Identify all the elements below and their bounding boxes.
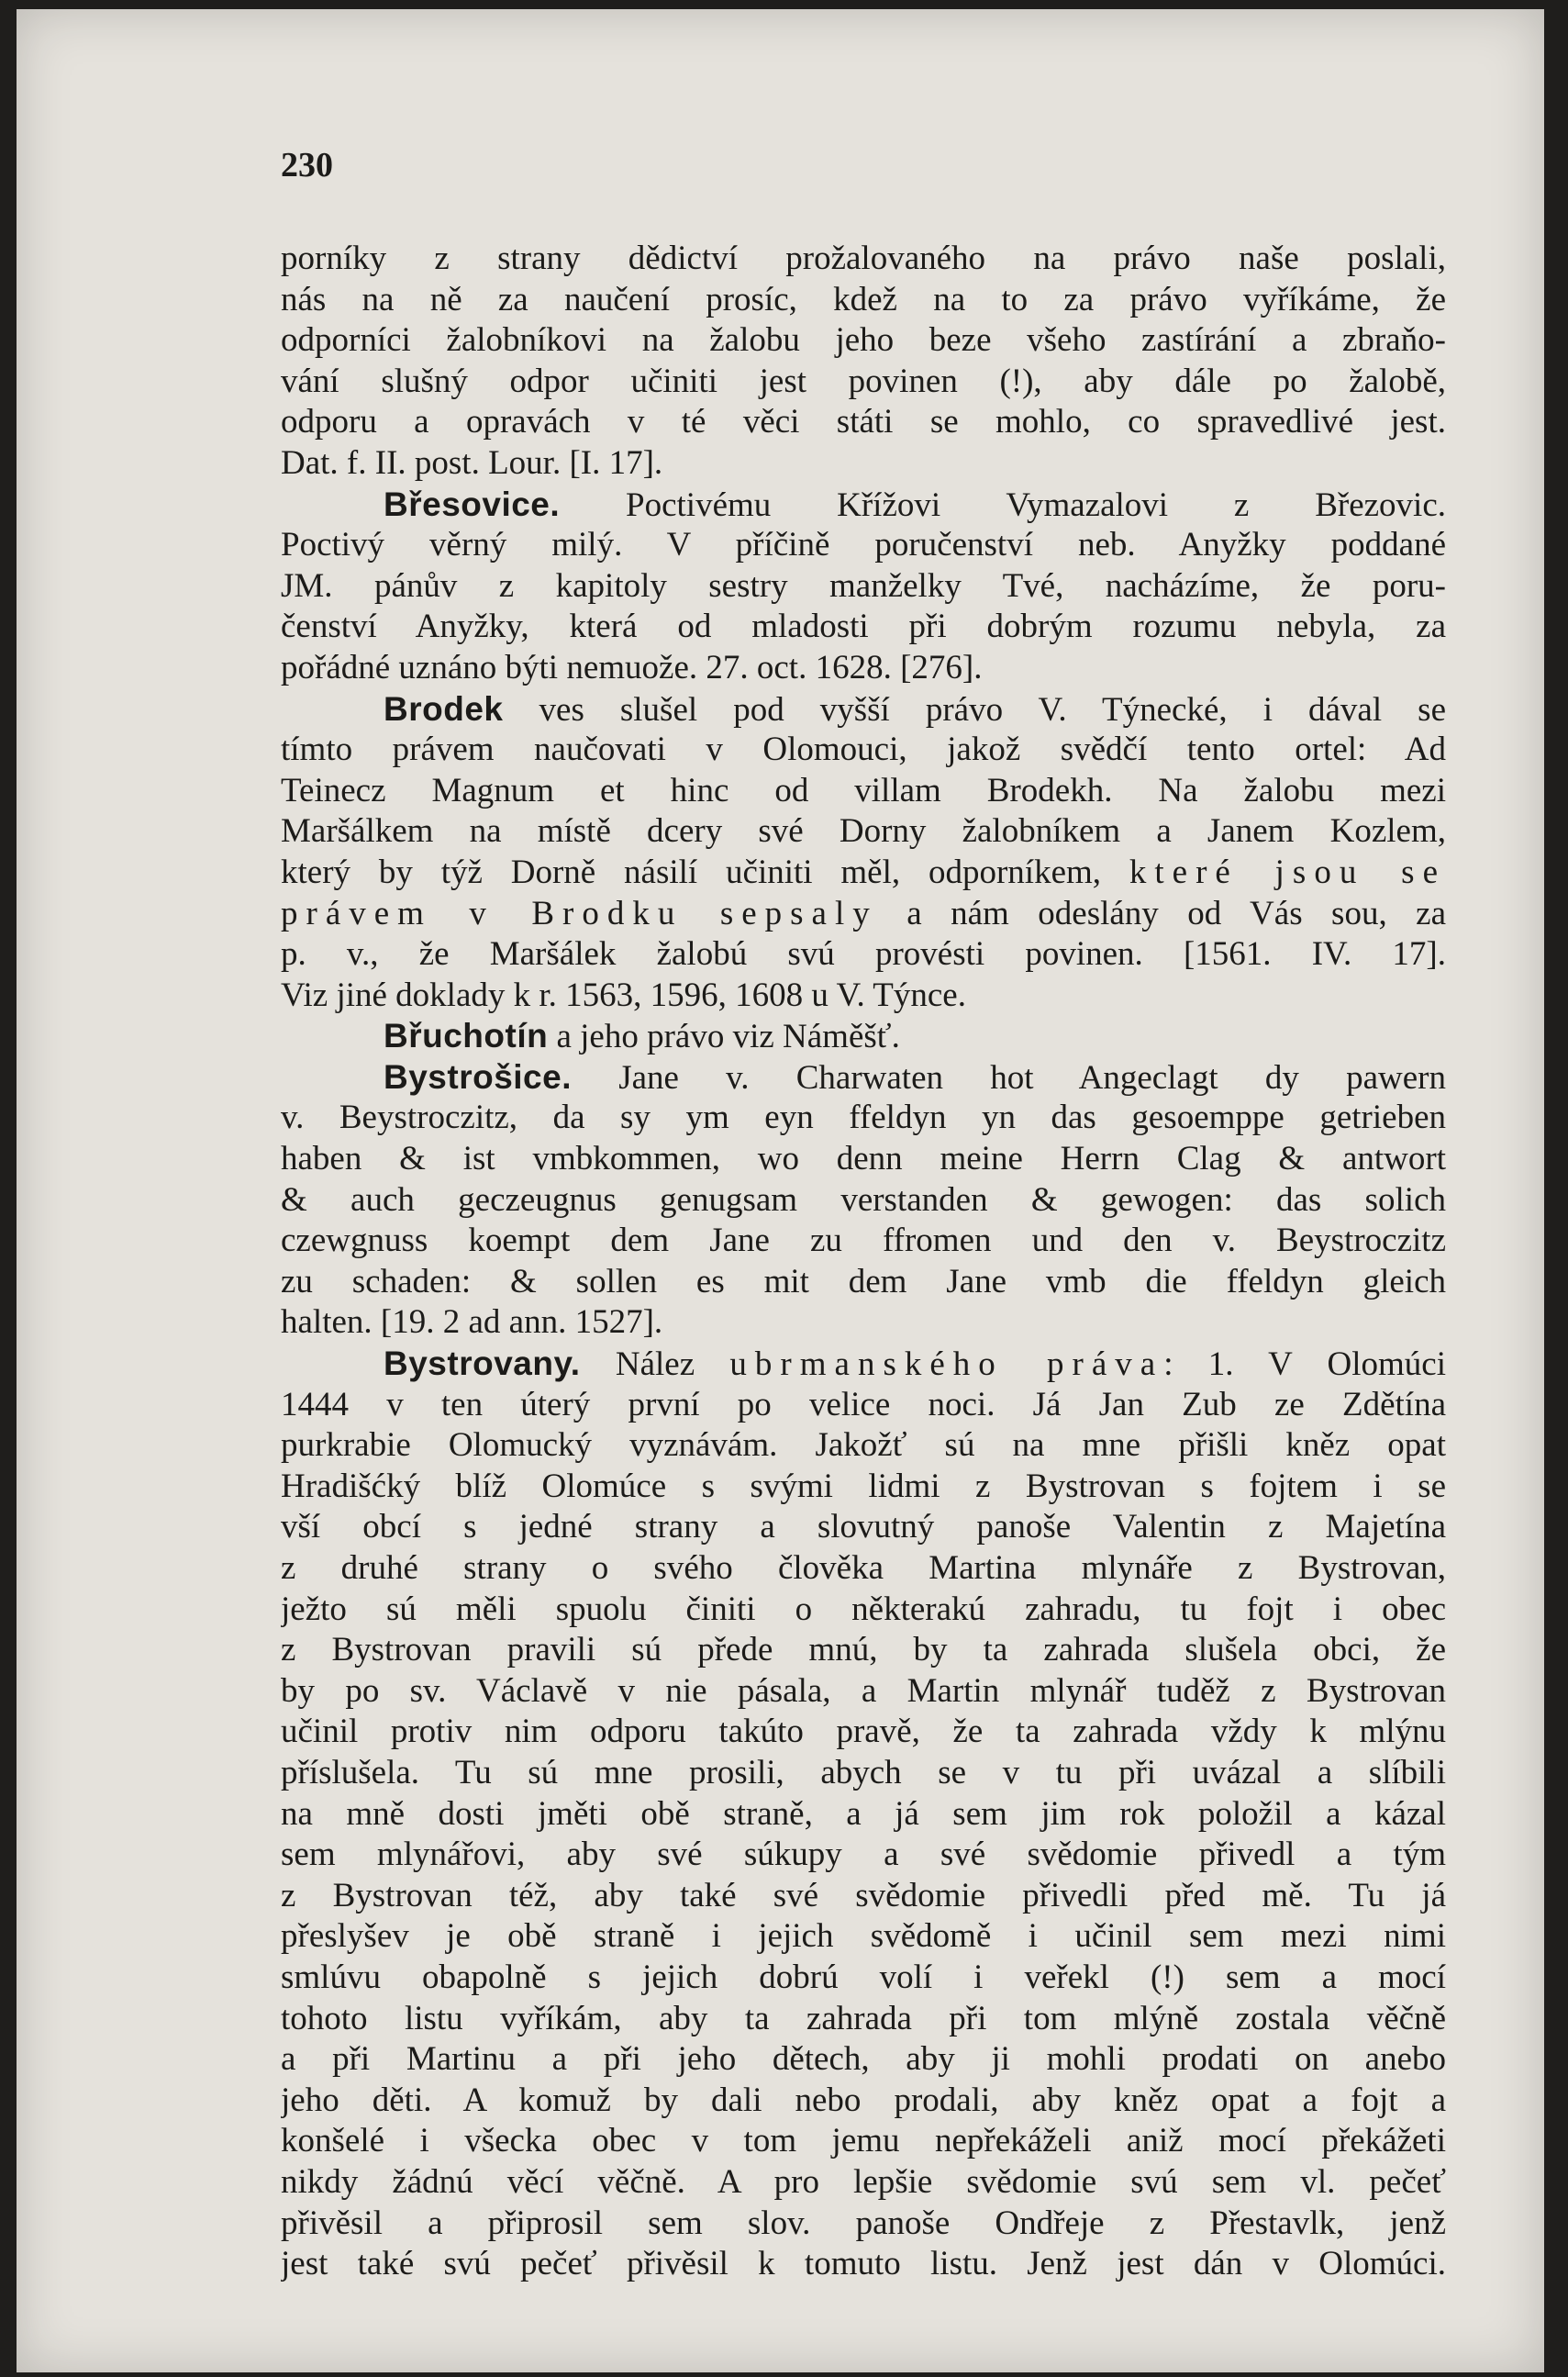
text-line	[281, 730, 1446, 771]
text-segment: czewgnuss koempt dem Jane zu ffromen und den v. Beystroczitz	[281, 1222, 1446, 1260]
text-segment: čenství Anyžky, která od mladosti při dobrým rozumu nebyla, za	[281, 608, 1446, 646]
text-segment: Viz jiné doklady k r. 1563, 1596, 1608 u V. Týnce.	[281, 976, 966, 1014]
text-line	[281, 1630, 1446, 1671]
text-segment: příslušela. Tu sú mne prosili, abych se v tu při uvázal a slíbili	[281, 1753, 1446, 1791]
text-line	[281, 320, 1446, 362]
text-line	[281, 1302, 1446, 1344]
spaced-text: právem v Brodku sepsaly	[281, 894, 878, 932]
text-line	[281, 1467, 1446, 1508]
text-segment: pořádné uznáno býti nemuože. 27. oct. 1628. [276].	[281, 648, 983, 686]
text-line	[281, 771, 1446, 812]
text-segment: 1444 v ten úterý první po velice noci. Já Jan Zub ze Zdětína	[281, 1385, 1446, 1423]
text-line	[281, 1057, 1446, 1099]
text-segment: halten. [19. 2 ad ann. 1527].	[281, 1303, 663, 1342]
text-segment: a při Martinu a při jeho dětech, aby ji mohli prodati on anebo	[281, 2040, 1446, 2079]
text-line	[281, 1999, 1446, 2040]
text-line	[281, 853, 1446, 894]
text-line	[281, 402, 1446, 443]
text-segment: konšelé i všecka obec v tom jemu nepřekáželi aniž mocí překážeti	[281, 2122, 1446, 2160]
text-line	[281, 1344, 1446, 1385]
text-segment: Dat. f. II. post. Lour. [I. 17].	[281, 443, 663, 482]
text-line	[281, 1507, 1446, 1548]
text-line	[281, 689, 1446, 731]
text-line	[281, 1385, 1446, 1426]
text-line	[281, 1425, 1446, 1467]
text-segment: porníky z strany dědictví prožalovaného na právo naše poslali,	[281, 240, 1446, 277]
text-line	[281, 976, 1446, 1017]
body-text	[281, 239, 1446, 2285]
text-line	[281, 1753, 1446, 1794]
text-segment: Maršálkem na místě dcery své Dorny žalobníkem a Janem Kozlem,	[281, 812, 1446, 851]
text-segment: Nález	[580, 1345, 730, 1384]
text-line	[281, 1712, 1446, 1753]
text-line	[281, 1016, 1446, 1057]
book-page	[17, 9, 1544, 2372]
text-segment: tohoto listu vyříkám, aby ta zahrada při tom mlýně zostala věčně	[281, 1999, 1446, 2037]
text-segment: nikdy žádnú věcí věčně. A pro lepšie svědomie svú sem vl. pečeť	[281, 2162, 1446, 2201]
text-line	[281, 1876, 1446, 1917]
text-segment: který by týž Dorně násilí učiniti měl, odporníkem,	[281, 853, 1129, 891]
text-segment: smlúvu obapolně s jejich dobrú volí i veřekl (!) sem a mocí	[281, 1958, 1446, 1996]
entry-heading: Břuchotín	[384, 1017, 549, 1055]
text-segment: vání slušný odpor učiniti jest povinen (!), aby dále po žalobě,	[281, 362, 1446, 400]
text-line	[281, 1548, 1446, 1590]
spaced-text: které jsou se	[1129, 853, 1446, 891]
text-line	[281, 1835, 1446, 1876]
text-line	[281, 1180, 1446, 1222]
text-line	[281, 607, 1446, 648]
text-line	[281, 1262, 1446, 1303]
text-segment: ves slušel pod vyšší právo V. Týnecké, i dával se	[503, 690, 1446, 729]
text-segment: haben & ist vmbkommen, wo denn meine Herrn Clag & antwort	[281, 1140, 1446, 1178]
text-segment: přeslyšev je obě straně i jejich svědomě i učinil sem mezi nimi	[281, 1917, 1446, 1956]
entry-heading: Bystrovany.	[384, 1345, 581, 1383]
text-line	[281, 1590, 1446, 1631]
entry-heading: Bystrošice.	[384, 1057, 572, 1096]
text-line	[281, 2039, 1446, 2081]
text-segment: z druhé strany o svého člověka Martina mlynáře z Bystrovan,	[281, 1549, 1446, 1587]
text-line	[281, 2081, 1446, 2122]
text-line	[281, 2162, 1446, 2204]
spaced-text: ubrmanského práva	[729, 1345, 1164, 1384]
text-segment: odporníci žalobníkovi na žalobu jeho beze všeho zastírání a zbraňo-	[281, 321, 1446, 360]
text-line	[281, 2121, 1446, 2162]
text-line	[281, 2204, 1446, 2245]
text-line	[281, 239, 1446, 280]
text-segment: přivěsil a připrosil sem slov. panoše Ondřeje z Přestavlk, jenž	[281, 2204, 1446, 2242]
text-segment: z Bystrovan též, aby také své svědomie přivedli před mě. Tu já	[281, 1876, 1446, 1914]
text-segment: a nám odeslány od Vás sou, za	[877, 894, 1446, 932]
entry-heading: Břesovice.	[384, 485, 561, 523]
text-segment: učinil protiv nim odporu takúto pravě, že ta zahrada vždy k mlýnu	[281, 1713, 1446, 1751]
text-segment: JM. pánův z kapitoly sestry manželky Tvé, nacházíme, že poru-	[281, 566, 1446, 605]
text-line	[281, 1221, 1446, 1262]
text-line	[281, 280, 1446, 321]
text-line	[281, 1671, 1446, 1713]
text-line	[281, 811, 1446, 853]
text-segment: Teinecz Magnum et hinc od villam Brodekh. Na žalobu mezi	[281, 771, 1446, 809]
text-line	[281, 1098, 1446, 1139]
text-segment: sem mlynářovi, aby své súkupy a své svědomie přivedl a tým	[281, 1836, 1446, 1874]
page-number: 230	[281, 146, 333, 184]
text-segment: zu schaden: & sollen es mit dem Jane vmb die ffeldyn gleich	[281, 1262, 1446, 1300]
text-line	[281, 362, 1446, 403]
text-line	[281, 2244, 1446, 2285]
text-segment: purkrabie Olomucký vyznávám. Jakožť sú na mne přišli kněz opat	[281, 1426, 1446, 1465]
text-line	[281, 525, 1446, 566]
text-segment: jest také svú pečeť přivěsil k tomuto listu. Jenž jest dán v Olomúci.	[281, 2245, 1446, 2283]
text-line	[281, 485, 1446, 526]
text-segment: tímto právem naučovati v Olomouci, jakož svědčí tento ortel: Ad	[281, 731, 1446, 769]
text-line	[281, 1139, 1446, 1180]
text-segment: & auch geczeugnus genugsam verstanden & gewogen: das solich	[281, 1180, 1446, 1219]
text-segment: nás na ně za naučení prosíc, kdež na to za právo vyříkáme, že	[281, 280, 1446, 318]
text-segment: v. Beystroczitz, da sy ym eyn ffeldyn yn das gesoemppe getrieben	[281, 1099, 1446, 1137]
text-segment: z Bystrovan pravili sú přede mnú, by ta zahrada slušela obci, že	[281, 1631, 1446, 1669]
text-line	[281, 1794, 1446, 1836]
text-segment: p. v., že Maršálek žalobú svú provésti povinen. [1561. IV. 17].	[281, 935, 1446, 974]
entry-heading: Brodek	[384, 689, 504, 728]
text-segment: jeho děti. A komuž by dali nebo prodali, aby kněz opat a fojt a	[281, 2081, 1446, 2119]
text-segment: : 1. V Olomúci	[1163, 1345, 1446, 1384]
text-segment: na mně dosti jměti obě straně, a já sem jim rok položil a kázal	[281, 1794, 1446, 1833]
text-segment: Poctivý věrný milý. V příčině poručenství neb. Anyžky poddané	[281, 526, 1446, 564]
text-segment: a jeho právo viz Náměšť.	[548, 1018, 900, 1056]
text-line	[281, 1958, 1446, 1999]
text-segment: odporu a opravách v té věci státi se mohlo, co spravedlivé jest.	[281, 403, 1446, 441]
text-segment: Poctivému Křížovi Vymazalovi z Březovic.	[560, 485, 1446, 524]
text-segment: by po sv. Václavě v nie pásala, a Martin mlynář tuděž z Bystrovan	[281, 1671, 1446, 1710]
text-line	[281, 566, 1446, 608]
text-line	[281, 894, 1446, 935]
text-line	[281, 934, 1446, 976]
text-segment: Jane v. Charwaten hot Angeclagt dy pawern	[572, 1058, 1446, 1097]
text-segment: ježto sú měli spuolu činiti o některakú zahradu, tu fojt i obec	[281, 1590, 1446, 1628]
text-segment: Hradišćký blíž Olomúce s svými lidmi z Bystrovan s fojtem i se	[281, 1467, 1446, 1505]
text-line	[281, 648, 1446, 689]
text-line	[281, 1916, 1446, 1958]
text-segment: vší obcí s jedné strany a slovutný panoše Valentin z Majetína	[281, 1508, 1446, 1546]
text-line	[281, 443, 1446, 485]
